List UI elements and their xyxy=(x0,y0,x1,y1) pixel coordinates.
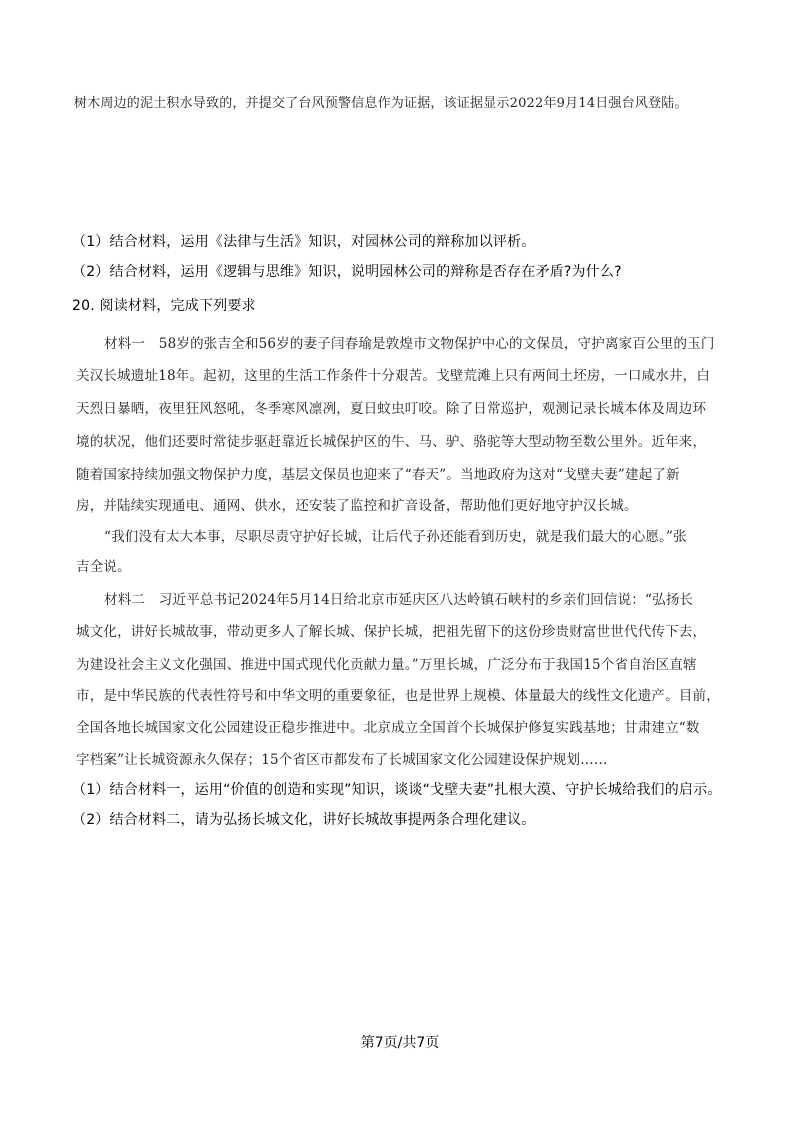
material1-line: 境的状况，他们还要时常徒步驱赶靠近长城保护区的牛、马、驴、骆驼等大型动物至数公里外。近年来， xyxy=(76,434,707,450)
material1-line: 随着国家持续加强文物保护力度，基层文保员也迎来了“春天”。当地政府为这对“戈壁夫妻”建起了新 xyxy=(76,467,680,483)
q20-part2: （2）结合材料二，请为弘扬长城文化，讲好长城故事提两条合理化建议。 xyxy=(72,812,536,828)
carryover-line: 树木周边的泥土积水导致的，并提交了台风预警信息作为证据，该证据显示2022年9月14日强台风登陆。 xyxy=(74,96,688,111)
material2-line: 城文化，讲好长城故事，带动更多人了解长城、保护长城，把祖先留下的这份珍贵财富世世代代传下去， xyxy=(76,624,707,640)
q20-part1: （1）结合材料一，运用“价值的创造和实现”知识，谈谈“戈壁夫妻”扎根大漠、守护长城给我们的启示。 xyxy=(72,782,722,798)
quote-line: 吉全说。 xyxy=(76,559,131,575)
material2-line: 全国各地长城国家文化公园建设正稳步推进中。北京成立全国首个长城保护修复实践基地；甘肃建立“数 xyxy=(76,720,700,736)
q19-part1: （1）结合材料，运用《法律与生活》知识，对园林公司的辩称加以评析。 xyxy=(72,234,536,250)
q20-heading: 20. 阅读材料，完成下列要求 xyxy=(72,298,256,314)
q19-part2: （2）结合材料，运用《逻辑与思维》知识，说明园林公司的辩称是否存在矛盾?为什么? xyxy=(72,264,622,280)
material1-line: 材料一 58岁的张吉全和56岁的妻子闫春瑜是敦煌市文物保护中心的文保员，守护离家百公里的玉门 xyxy=(104,336,715,352)
page-footer: 第7页/共7页 xyxy=(360,1035,440,1051)
material1-line: 关汉长城遗址18年。起初，这里的生活工作条件十分艰苦。戈壁荒滩上只有两间土坯房，一口咸水井，白 xyxy=(76,368,711,384)
material2-line: 为建设社会主义文化强国、推进中国式现代化贡献力量。”万里长城，广泛分布于我国15个省自治区直辖 xyxy=(76,657,697,673)
material1-line: 房，并陆续实现通电、通网、供水，还安装了监控和扩音设备，帮助他们更好地守护汉长城。 xyxy=(76,498,638,514)
material1-line: 天烈日暴晒，夜里狂风怒吼，冬季寒风凛冽，夏日蚊虫叮咬。除了日常巡护，观测记录长城本体及周边环 xyxy=(76,401,707,417)
material2-line: 字档案”让长城资源永久保存；15个省区市都发布了长城国家文化公园建设保护规划…… xyxy=(76,752,608,768)
quote-line: “我们没有太大本事，尽职尽责守护好长城，让后代子孙还能看到历史，就是我们最大的心愿。”张 xyxy=(104,529,687,545)
material2-line: 材料二 习近平总书记2024年5月14日给北京市延庆区八达岭镇石峡村的乡亲们回信说：“弘扬长 xyxy=(104,592,694,608)
material2-line: 市，是中华民族的代表性符号和中华文明的重要象征，也是世界上规模、体量最大的线性文化遗产。目前， xyxy=(76,688,720,704)
